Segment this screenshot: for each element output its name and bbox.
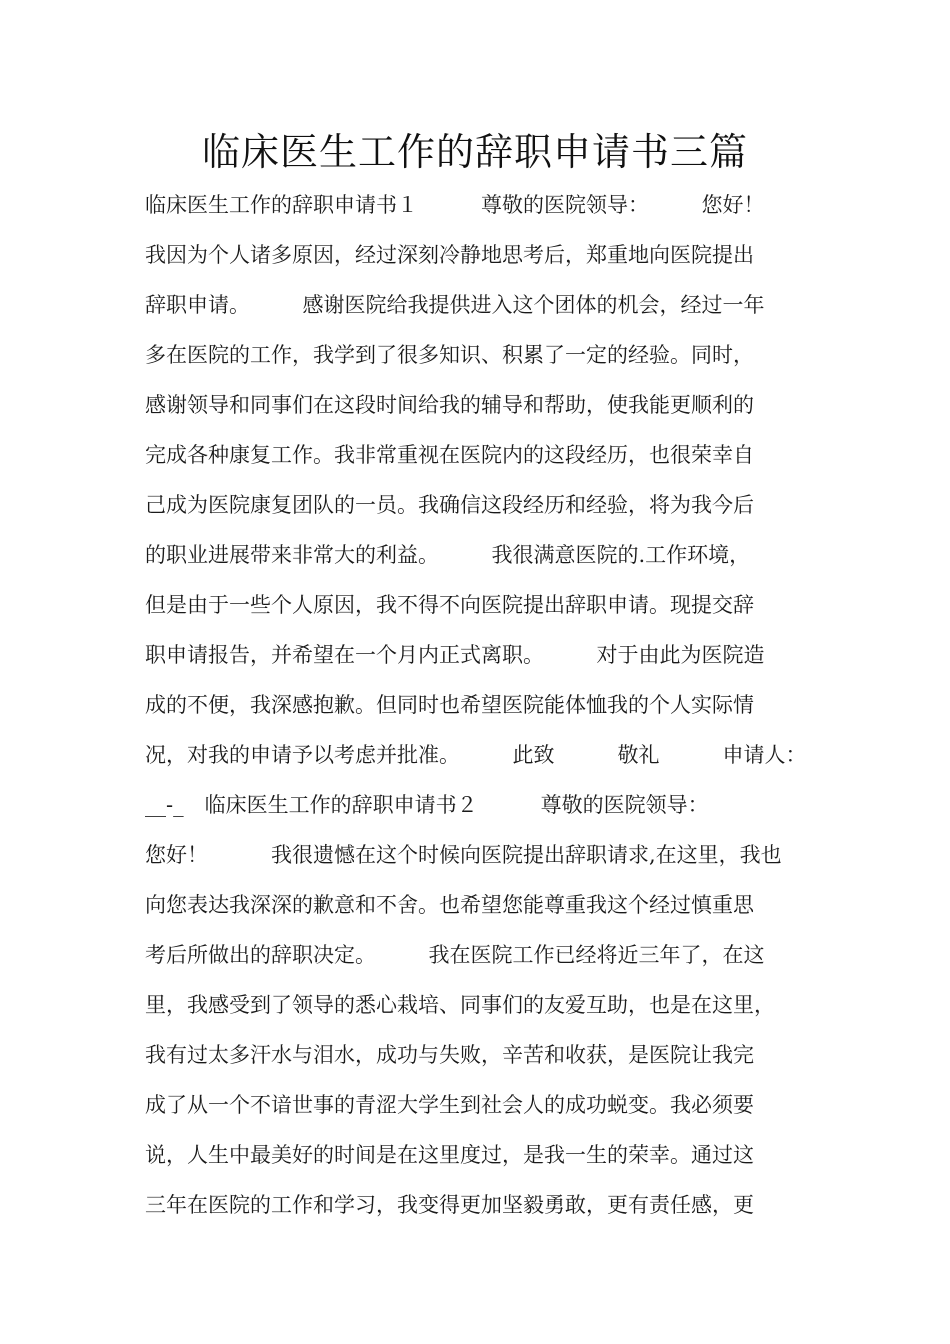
text-line: 我有过太多汗水与泪水，成功与失败，辛苦和收获，是医院让我完 <box>145 1043 754 1067</box>
text-line: 里，我感受到了领导的悉心栽培、同事们的友爱互助，也是在这里， <box>145 993 775 1017</box>
text-line: 感谢领导和同事们在这段时间给我的辅导和帮助，使我能更顺利的 <box>145 393 754 417</box>
text-line: 但是由于一些个人原因，我不得不向医院提出辞职申请。现提交辞 <box>145 593 754 617</box>
text-line: 辞职申请。 感谢医院给我提供进入这个团体的机会，经过一年 <box>145 293 765 317</box>
document-title: 临床医生工作的辞职申请书三篇 <box>201 130 748 174</box>
text-line: 向您表达我深深的歉意和不舍。也希望您能尊重我这个经过慎重思 <box>145 893 754 917</box>
document-body <box>145 180 825 1230</box>
text-line: 您好！ 我很遗憾在这个时候向医院提出辞职请求,在这里，我也 <box>145 843 782 867</box>
text-line: 的职业进展带来非常大的利益。 我很满意医院的.工作环境， <box>145 543 751 567</box>
text-line: 我因为个人诸多原因，经过深刻冷静地思考后，郑重地向医院提出 <box>145 243 754 267</box>
text-line: __-_ 临床医生工作的辞职申请书２ 尊敬的医院领导： <box>145 793 709 817</box>
text-line: 职申请报告，并希望在一个月内正式离职。 对于由此为医院造 <box>145 643 765 667</box>
text-line: 况，对我的申请予以考虑并批准。 此致 敬礼 申请人： <box>145 743 807 767</box>
text-line: 成了从一个不谙世事的青涩大学生到社会人的成功蜕变。我必须要 <box>145 1093 754 1117</box>
text-line: 临床医生工作的辞职申请书１ 尊敬的医院领导： 您好！ <box>145 193 765 217</box>
text-line: 考后所做出的辞职决定。 我在医院工作已经将近三年了，在这 <box>145 943 765 967</box>
text-line: 说，人生中最美好的时间是在这里度过，是我一生的荣幸。通过这 <box>145 1143 754 1167</box>
text-line: 己成为医院康复团队的一员。我确信这段经历和经验，将为我今后 <box>145 493 754 517</box>
text-line: 成的不便，我深感抱歉。但同时也希望医院能体恤我的个人实际情 <box>145 693 754 717</box>
text-line: 完成各种康复工作。我非常重视在医院内的这段经历，也很荣幸自 <box>145 443 754 467</box>
text-line: 多在医院的工作，我学到了很多知识、积累了一定的经验。同时， <box>145 343 754 367</box>
text-line: 三年在医院的工作和学习，我变得更加坚毅勇敢，更有责任感，更 <box>145 1193 754 1217</box>
